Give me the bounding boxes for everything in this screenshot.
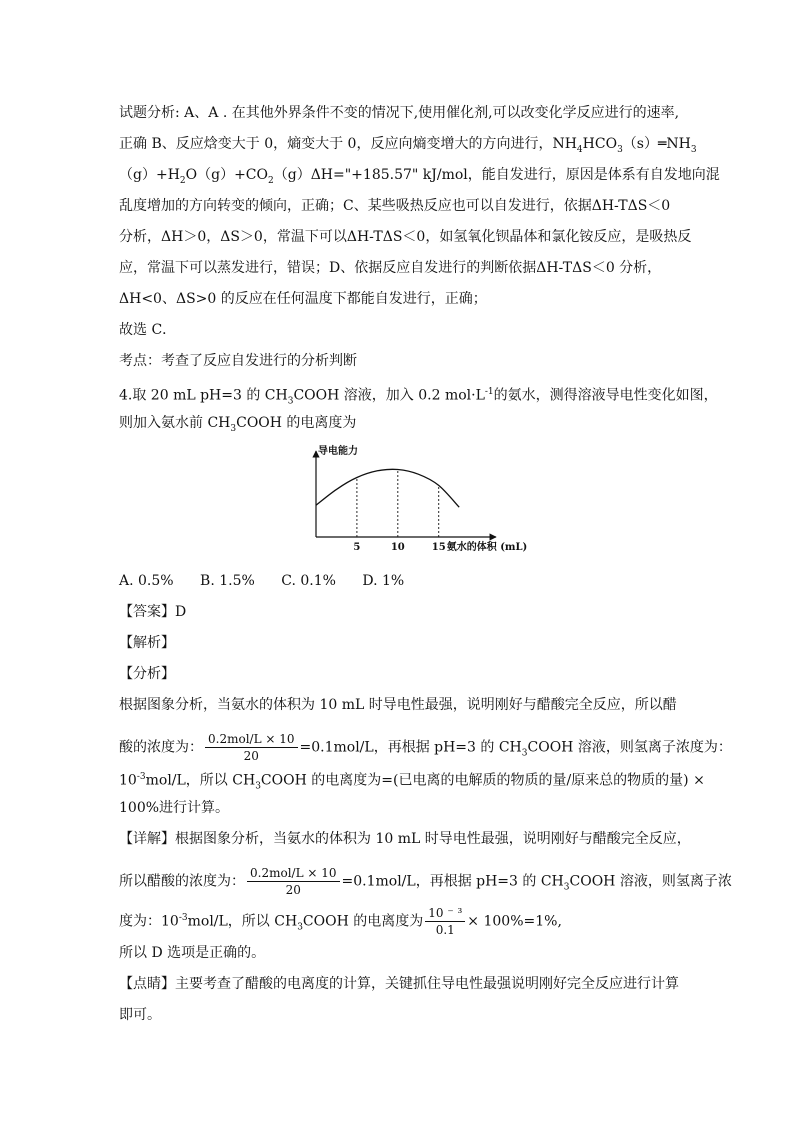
analysis-line-6: 应，常温下可以蒸发进行，错误；D、依据反应自发进行的判断依据ΔH-TΔS＜0 分析，	[119, 260, 662, 276]
analysis-line-1: 试题分析: A、A . 在其他外界条件不变的情况下,使用催化剂,可以改变化学反应进行的速率,	[119, 105, 680, 121]
detail-line-2: 所以醋酸的浓度为： 0.2mol/L × 10 20 =0.1mol/L，再根据 pH=3 的 $CH_3COOH$ 溶液，则氢离子浓	[119, 866, 732, 897]
analysis-line-4: 乱度增加的方向转变的倾向，正确；C、某些吸热反应也可以自发进行，依据ΔH-TΔS＜0	[119, 198, 671, 214]
analysis-line-3: $(g)+H_2O(g)+CO_2(g)\Delta H="+185.57$" kJ/mol，能自发进行，原因是体系有自发地向混	[119, 167, 720, 186]
x-axis-label: 氨水的体积 (mL)	[446, 542, 528, 553]
detail-fraction-2: $\frac{\text{10 ⁻ ³}}{0.1}$	[425, 905, 465, 938]
analysis-line-7: ΔH<0、ΔS>0 的反应在任何温度下都能自发进行，正确；	[119, 291, 487, 307]
conductivity-curve	[316, 469, 459, 507]
options-row	[119, 571, 404, 591]
fenxi-line-2: 酸的浓度为： 0.2mol/L × 10 20 =0.1mol/L，再根据 pH=3 的 $CH_3COOH$ 溶液，则氢离子浓度为：	[119, 732, 732, 763]
x-tick-label: 10	[390, 542, 405, 553]
fenxi-fraction: 0.2mol/L × 10 20	[205, 731, 298, 764]
analysis-conclusion: 故选 C．	[119, 322, 177, 338]
x-tick-label: 15	[431, 542, 446, 553]
detail-line-1: 【详解】根据图象分析，当氨水的体积为 10 mL 时导电性最强，说明刚好与醋酸完全反应，	[119, 831, 691, 847]
y-axis-label: 导电能力	[318, 446, 358, 457]
detail-line-3: 度为：$10^{-3}mol/L$，所以 $CH_3COOH$ 的电离度为 $\frac{\text{10 ⁻ ³}}{0.1}$ × 100%=1%,	[119, 906, 562, 937]
option-d: D. 1%	[362, 573, 405, 589]
option-a: A. 0.5%	[119, 573, 174, 589]
analysis-line-2: 正确 B、反应焓变大于 0，熵变大于 0，反应向熵变增大的方向进行，$NH_4HCO_3(s)═NH_3$	[119, 136, 697, 155]
fenxi-line-4: 100%进行计算。	[119, 800, 230, 816]
dianjing-line-2: 即可。	[119, 1007, 161, 1023]
question-line-1: 4.取 20 mL pH=3 的 $CH_3COOH$ 溶液，加入 0.2 $mol\cdot L^{-1}$的氨水，测得溶液导电性变化如图，	[119, 387, 718, 407]
answer: 【答案】D	[119, 604, 187, 620]
jiexi-heading: 【解析】	[119, 635, 175, 651]
x-tick-label: 5	[353, 542, 361, 553]
fenxi-heading: 【分析】	[119, 666, 175, 682]
option-c: C. 0.1%	[281, 573, 336, 589]
analysis-line-5: 分析，ΔH＞0，ΔS＞0，常温下可以ΔH-TΔS＜0，如氢氧化钡晶体和氯化铵反应，是吸热反	[119, 229, 692, 245]
option-b: B. 1.5%	[200, 573, 255, 589]
detail-line-4: 所以 D 选项是正确的。	[119, 945, 266, 961]
analysis-kaodian: 考点：考查了反应自发进行的分析判断	[119, 353, 357, 369]
conductivity-chart	[300, 445, 528, 555]
dianjing-line-1: 【点睛】主要考查了醋酸的电离度的计算，关键抓住导电性最强说明刚好完全反应进行计算	[119, 976, 679, 992]
fenxi-line-3: $10^{-3}mol/L$，所以 $CH_3COOH$ 的电离度为=(已电离的电解质的物质的量/原来总的物质的量) ×	[119, 772, 705, 792]
detail-fraction: 0.2mol/L × 10 20	[247, 865, 340, 898]
question-line-2: 则加入氨水前 $CH_3COOH$ 的电离度为	[119, 415, 357, 434]
fenxi-line-1: 根据图象分析，当氨水的体积为 10 mL 时导电性最强，说明刚好与醋酸完全反应，所以醋	[119, 697, 677, 713]
